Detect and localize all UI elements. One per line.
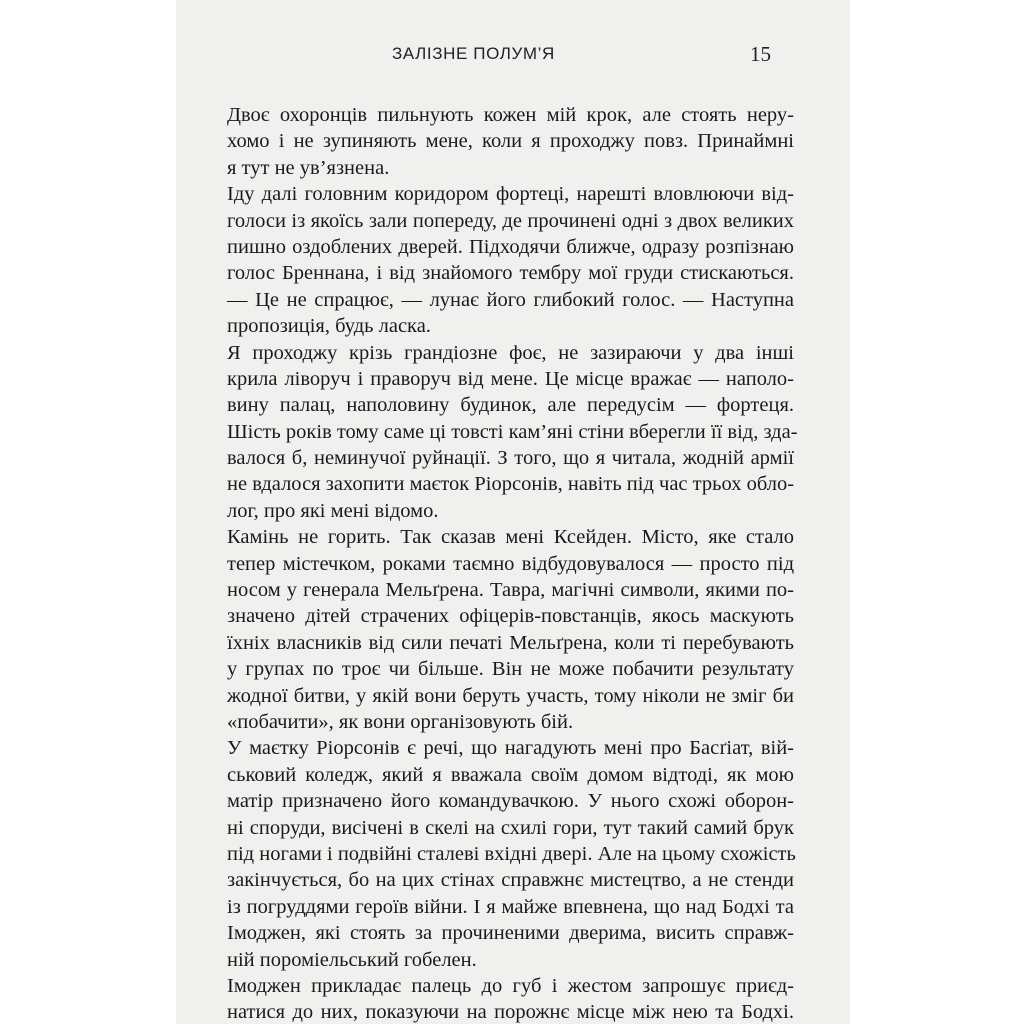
text-line: Двоє охоронців пильнують кожен мій крок, але стоять неру- [227,104,794,126]
text-line: пропозиція, будь ласка. [227,315,431,338]
text-line: ній пороміельський гобелен. [227,948,477,971]
text-line: валося б, неминучої руйнації. З того, що я читала, жодній армії [227,447,794,470]
text-line: їхніх власників від сили печаті Мельґрена, коли ті перебувають [227,631,794,654]
text-line: лог, про які мені відомо. [227,499,439,522]
text-line: закінчується, бо на цих стінах справжнє мистецтво, а не стенди [227,869,794,892]
text-line: Шість років тому саме ці товсті кам’яні стіни вберегли її від, зда- [227,420,798,443]
text-line: — Це не спрацює, — лунає його глибокий голос. — Наступна [227,288,794,311]
text-line: ськовий коледж, який я вважала своїм домом відтоді, як мою [227,763,794,786]
text-line: Камінь не горить. Так сказав мені Ксейден. Місто, яке стало [227,526,794,549]
text-line: носом у генерала Мельґрена. Тавра, магічні символи, якими по- [227,579,794,602]
text-line: хомо і не зупиняють мене, коли я проходжу повз. Принаймні [227,130,794,153]
text-line: натися до них, показуючи на порожнє місце між нею та Бодхі. [227,1001,794,1024]
text-line: голос Бреннана, і від знайомого тембру мої груди стискаються. [227,262,794,285]
page-header [176,44,850,74]
text-line: тепер містечком, роками таємно відбудовувалося — просто під [227,552,794,575]
text-line: із погруддями героїв війни. І я майже впевнена, що над Бодхі та [227,895,794,918]
text-line: пишно оздоблених дверей. Підходячи ближче, одразу розпізнаю [227,235,794,258]
text-line: Імоджен, які стоять за прочиненими дверима, висить справж- [227,922,794,945]
running-title: ЗАЛІЗНЕ ПОЛУМ’Я [392,44,555,63]
text-line: жодної битви, у якій вони беруть участь, тому ніколи не зміг би [227,684,794,707]
text-line: у групах по троє чи більше. Він не може побачити результату [227,658,794,681]
text-line: не вдалося захопити маєток Ріорсонів, навіть під час трьох обло- [227,473,795,496]
page-number: 15 [750,42,771,66]
text-line: я тут не ув’язнена. [227,156,390,179]
text-line: У маєтку Ріорсонів є речі, що нагадують мені про Басґіат, вій- [227,737,794,760]
text-line: Іду далі головним коридором фортеці, нарешті вловлюючи від- [227,183,794,206]
body-text [227,102,798,1026]
text-line: ні споруди, висічені в скелі на схилі гори, тут такий самий брук [227,816,794,839]
text-line: під ногами і подвійні сталеві вхідні двері. Але на цьому схожість [227,842,796,865]
text-line: значено дітей страчених офіцерів-повстанців, якось маскують [227,605,794,628]
text-line: голоси із якоїсь зали попереду, де прочинені одні з двох великих [227,209,794,232]
text-line: крила ліворуч і праворуч від мене. Це місце вражає — наполо- [227,367,794,390]
book-page [176,0,850,1024]
text-line: Я проходжу крізь грандіозне фоє, не зазираючи у два інші [227,341,794,364]
text-line: матір призначено його командувачкою. У нього схожі оборон- [227,790,794,813]
text-line: «побачити», як вони організовують бій. [227,710,574,733]
text-line: вину палац, наполовину будинок, але передусім — фортеця. [227,394,794,417]
text-line: Імоджен прикладає палець до губ і жестом запрошує приєд- [227,974,794,997]
